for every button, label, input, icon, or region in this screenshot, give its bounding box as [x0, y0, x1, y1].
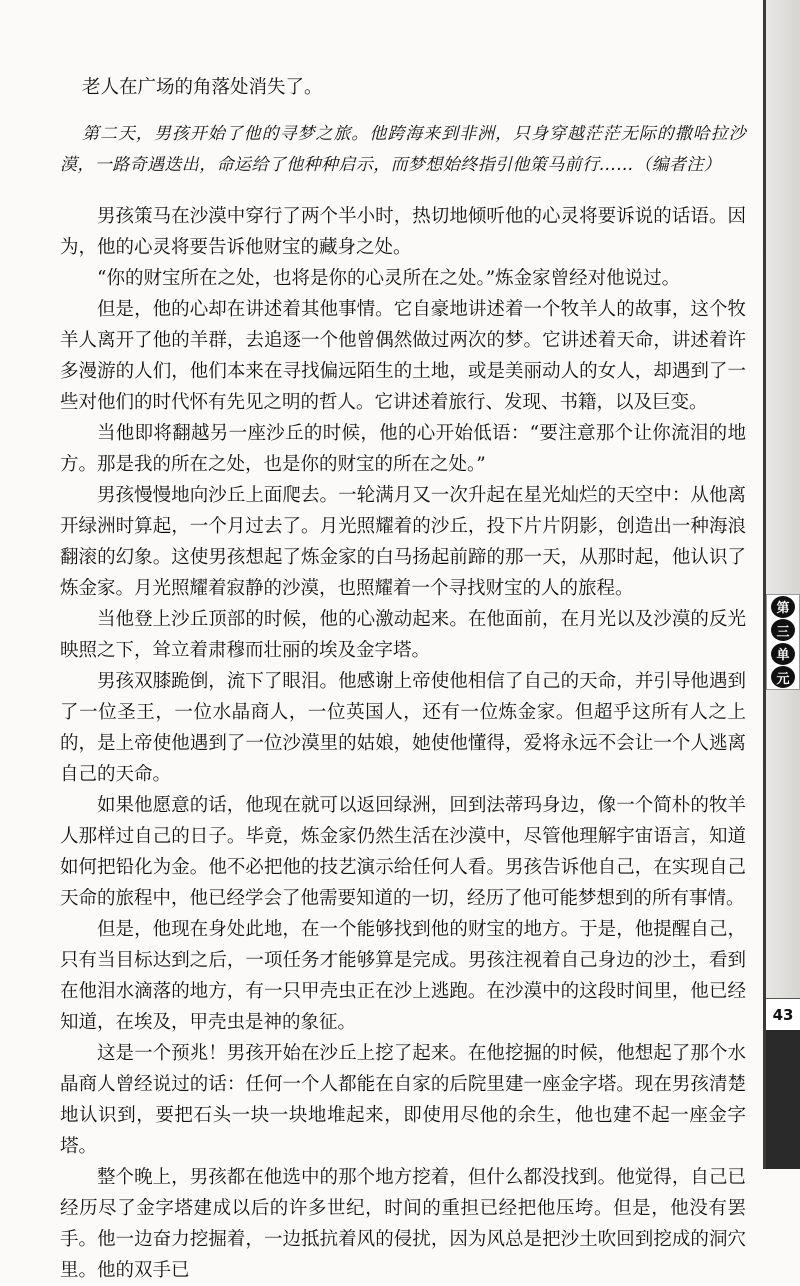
footer-dark-band: [766, 1030, 800, 1169]
paragraph: 当他即将翻越另一座沙丘的时候，他的心开始低语：“要注意那个让你流泪的地方。那是我的所在之处，也是你的财宝的所在之处。”: [60, 423, 746, 475]
paragraph: 这是一个预兆！男孩开始在沙丘上挖了起来。在他挖掘的时候，他想起了那个水晶商人曾经说过的话：任何一个人都能在自家的后院里建一座金字塔。现在男孩清楚地认识到，要把石头一块一块地堆起来，即使用尽他的余生，他也建不起一座金字塔。: [60, 1043, 746, 1157]
opening-line: 老人在广场的角落处消失了。: [82, 77, 323, 98]
paragraph: 但是，他的心却在讲述着其他事情。它自豪地讲述着一个牧羊人的故事，这个牧羊人离开了他的羊群，去追逐一个他曾偶然做过两次的梦。它讲述着天命，讲述着许多漫游的人们，他们本来在寻找偏远陌生的土地，或是美丽动人的女人，却遇到了一些对他们的时代怀有先见之明的哲人。它讲述着旅行、发现、书籍，以及巨变。: [60, 299, 746, 413]
paragraph: 整个晚上，男孩都在他选中的那个地方挖着，但什么都没找到。他觉得，自己已经历尽了金字塔建成以后的许多世纪，时间的重担已经把他压垮。但是，他没有罢手。他一边奋力挖掘着，一边抵抗着风的侵扰，因为风总是把沙土吹回到挖成的洞穴里。他的双手已: [60, 1167, 746, 1281]
unit-tab-char: 元: [771, 666, 795, 688]
paragraph: “你的财宝所在之处，也将是你的心灵所在之处。”炼金家曾经对他说过。: [97, 268, 681, 289]
page-edge-rail: [763, 0, 800, 1169]
page-number: 43: [766, 998, 800, 1032]
paragraph: 男孩慢慢地向沙丘上面爬去。一轮满月又一次升起在星光灿烂的天空中：从他离开绿洲时算起，一个月过去了。月光照耀着的沙丘，投下片片阴影，创造出一种海浪翻滚的幻象。这使男孩想起了炼金家的白马扬起前蹄的那一天，从那时起，他认识了炼金家。月光照耀着寂静的沙漠，也照耀着一个寻找财宝的人的旅程。: [60, 485, 746, 599]
paragraph: 男孩策马在沙漠中穿行了两个半小时，热切地倾听他的心灵将要诉说的话语。因为，他的心灵将要告诉他财宝的藏身之处。: [60, 206, 746, 258]
page-body: [60, 72, 746, 1286]
editor-note: 第二天，男孩开始了他的寻梦之旅。他跨海来到非洲，只身穿越茫茫无际的撒哈拉沙漠，一路奇遇迭出，命运给了他种种启示，而梦想始终指引他策马前行……（编者注）: [60, 124, 746, 175]
paragraph: 男孩双膝跪倒，流下了眼泪。他感谢上帝使他相信了自己的天命，并引导他遇到了一位圣王，一位水晶商人，一位英国人，还有一位炼金家。但超乎这所有人之上的，是上帝使他遇到了一位沙漠里的姑娘，她使他懂得，爱将永远不会让一个人逃离自己的天命。: [60, 671, 746, 785]
unit-tab-char: 单: [771, 643, 795, 665]
unit-side-tab: [766, 594, 800, 690]
unit-tab-char: 第: [771, 596, 795, 618]
unit-tab-char: 三: [771, 619, 795, 641]
paragraph: 如果他愿意的话，他现在就可以返回绿洲，回到法蒂玛身边，像一个简朴的牧羊人那样过自己的日子。毕竟，炼金家仍然生活在沙漠中，尽管他理解宇宙语言，知道如何把铅化为金。他不必把他的技艺演示给任何人看。男孩告诉他自己，在实现自己天命的旅程中，他已经学会了他需要知道的一切，经历了他可能梦想到的所有事情。: [60, 795, 746, 909]
paragraph: 当他登上沙丘顶部的时候，他的心激动起来。在他面前，在月光以及沙漠的反光映照之下，耸立着肃穆而壮丽的埃及金字塔。: [60, 609, 746, 661]
paragraph: 但是，他现在身处此地，在一个能够找到他的财宝的地方。于是，他提醒自己，只有当目标达到之后，一项任务才能够算是完成。男孩注视着自己身边的沙土，看到在他泪水滴落的地方，有一只甲壳虫正在沙上逃跑。在沙漠中的这段时间里，他已经知道，在埃及，甲壳虫是神的象征。: [60, 919, 746, 1033]
